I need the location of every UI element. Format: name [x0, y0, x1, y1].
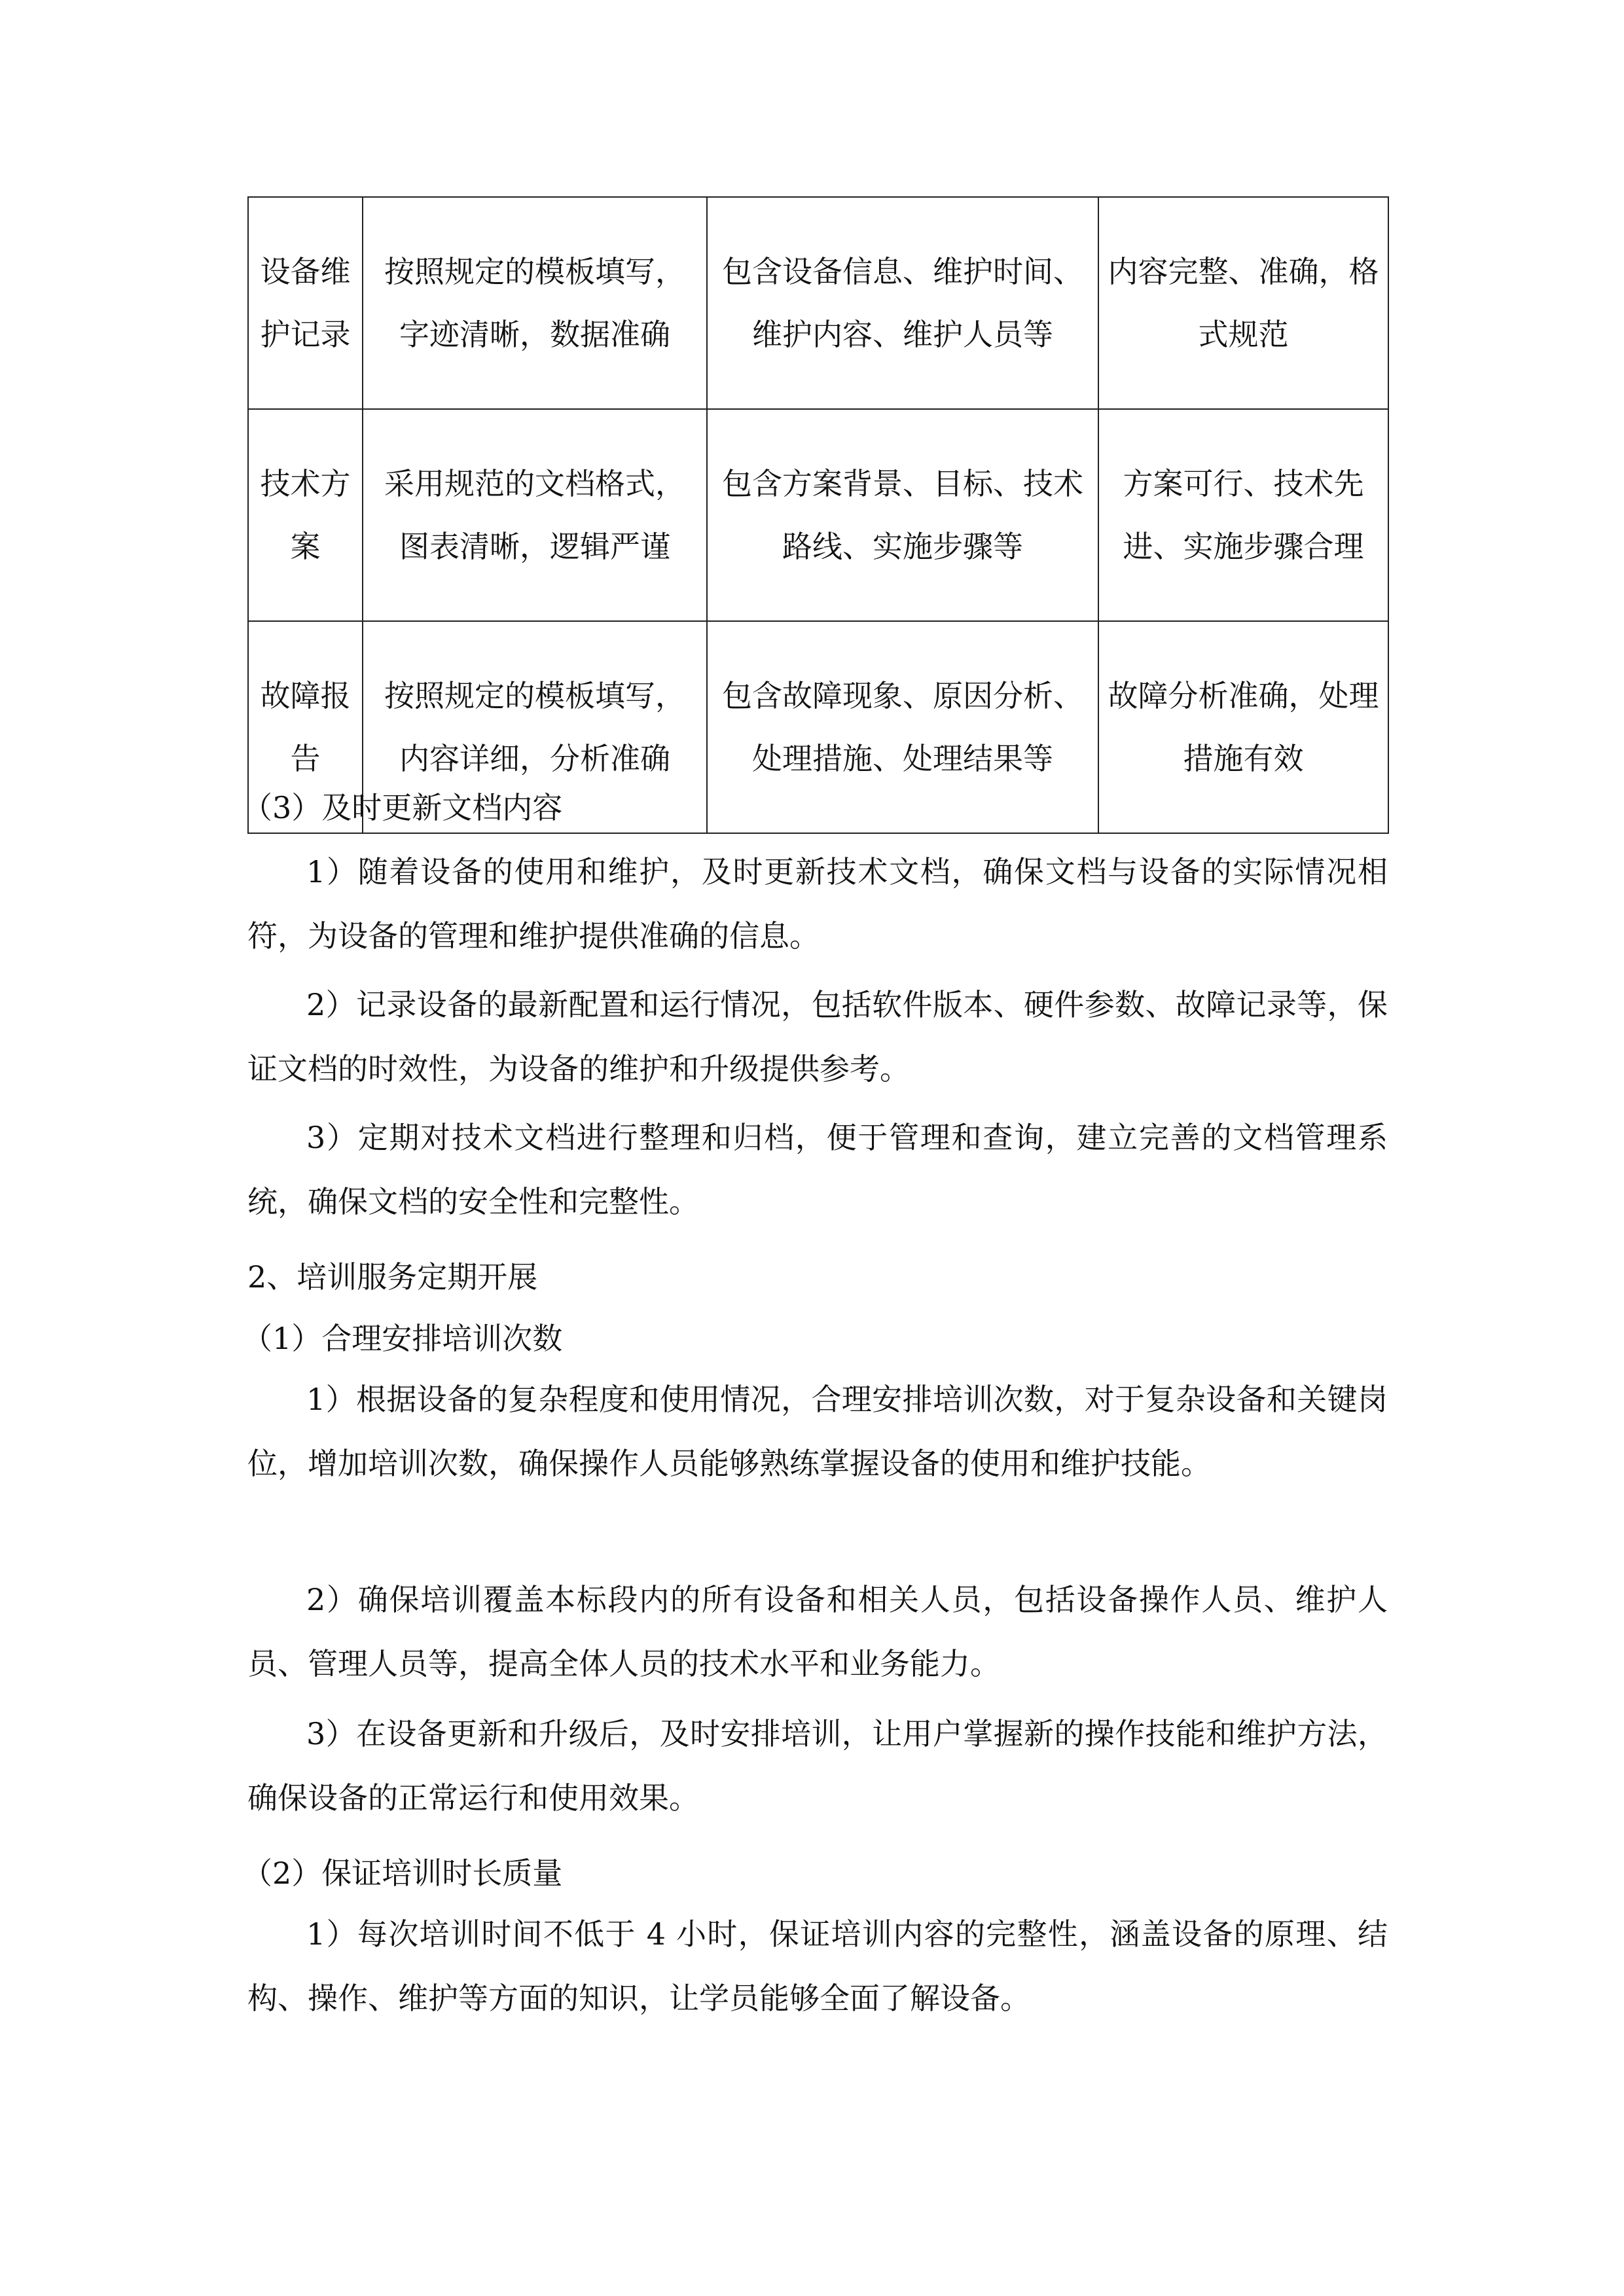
table-row: [248, 197, 1388, 409]
section-heading-update-docs: （3）及时更新文档内容: [242, 790, 563, 825]
table-cell-format: 按照规定的模板填写，字迹清晰，数据准确: [363, 197, 707, 409]
table-cell-format: 采用规范的文档格式，图表清晰，逻辑严谨: [363, 409, 707, 621]
section-heading-training: 2、培训服务定期开展: [247, 1259, 538, 1295]
subsection-heading-training-count: （1）合理安排培训次数: [242, 1321, 563, 1356]
paragraph: 1）根据设备的复杂程度和使用情况，合理安排培训次数，对于复杂设备和关键岗位，增加培训次数，确保操作人员能够熟练掌握设备的使用和维护技能。: [247, 1382, 1388, 1481]
paragraph: 2）确保培训覆盖本标段内的所有设备和相关人员，包括设备操作人员、维护人员、管理人员等，提高全体人员的技术水平和业务能力。: [247, 1582, 1388, 1681]
paragraph: 3）定期对技术文档进行整理和归档，便于管理和查询，建立完善的文档管理系统，确保文档的安全性和完整性。: [247, 1120, 1388, 1219]
table-cell-name: 技术方案: [248, 409, 363, 621]
table-cell-standard: 故障分析准确，处理措施有效: [1098, 621, 1388, 833]
subsection-heading-training-duration: （2）保证培训时长质量: [242, 1856, 563, 1891]
paragraph: 3）在设备更新和升级后，及时安排培训，让用户掌握新的操作技能和维护方法，确保设备的正常运行和使用效果。: [247, 1716, 1388, 1816]
table-cell-name: 故障报告: [248, 621, 363, 833]
table-cell-content: 包含故障现象、原因分析、处理措施、处理结果等: [707, 621, 1098, 833]
table-cell-name: 设备维护记录: [248, 197, 363, 409]
table-row: [248, 409, 1388, 621]
paragraph: 1）随着设备的使用和维护，及时更新技术文档，确保文档与设备的实际情况相符，为设备的管理和维护提供准确的信息。: [247, 854, 1388, 954]
table-cell-standard: 内容完整、准确，格式规范: [1098, 197, 1388, 409]
table-cell-content: 包含设备信息、维护时间、维护内容、维护人员等: [707, 197, 1098, 409]
table-cell-content: 包含方案背景、目标、技术路线、实施步骤等: [707, 409, 1098, 621]
documentation-table: [247, 196, 1389, 834]
paragraph: 1）每次培训时间不低于 4 小时，保证培训内容的完整性，涵盖设备的原理、结构、操作、维护等方面的知识，让学员能够全面了解设备。: [247, 1916, 1388, 2016]
table-cell-standard: 方案可行、技术先进、实施步骤合理: [1098, 409, 1388, 621]
table-cell-format: 按照规定的模板填写，内容详细，分析准确: [363, 621, 707, 833]
paragraph: 2）记录设备的最新配置和运行情况，包括软件版本、硬件参数、故障记录等，保证文档的时效性，为设备的维护和升级提供参考。: [247, 987, 1388, 1086]
